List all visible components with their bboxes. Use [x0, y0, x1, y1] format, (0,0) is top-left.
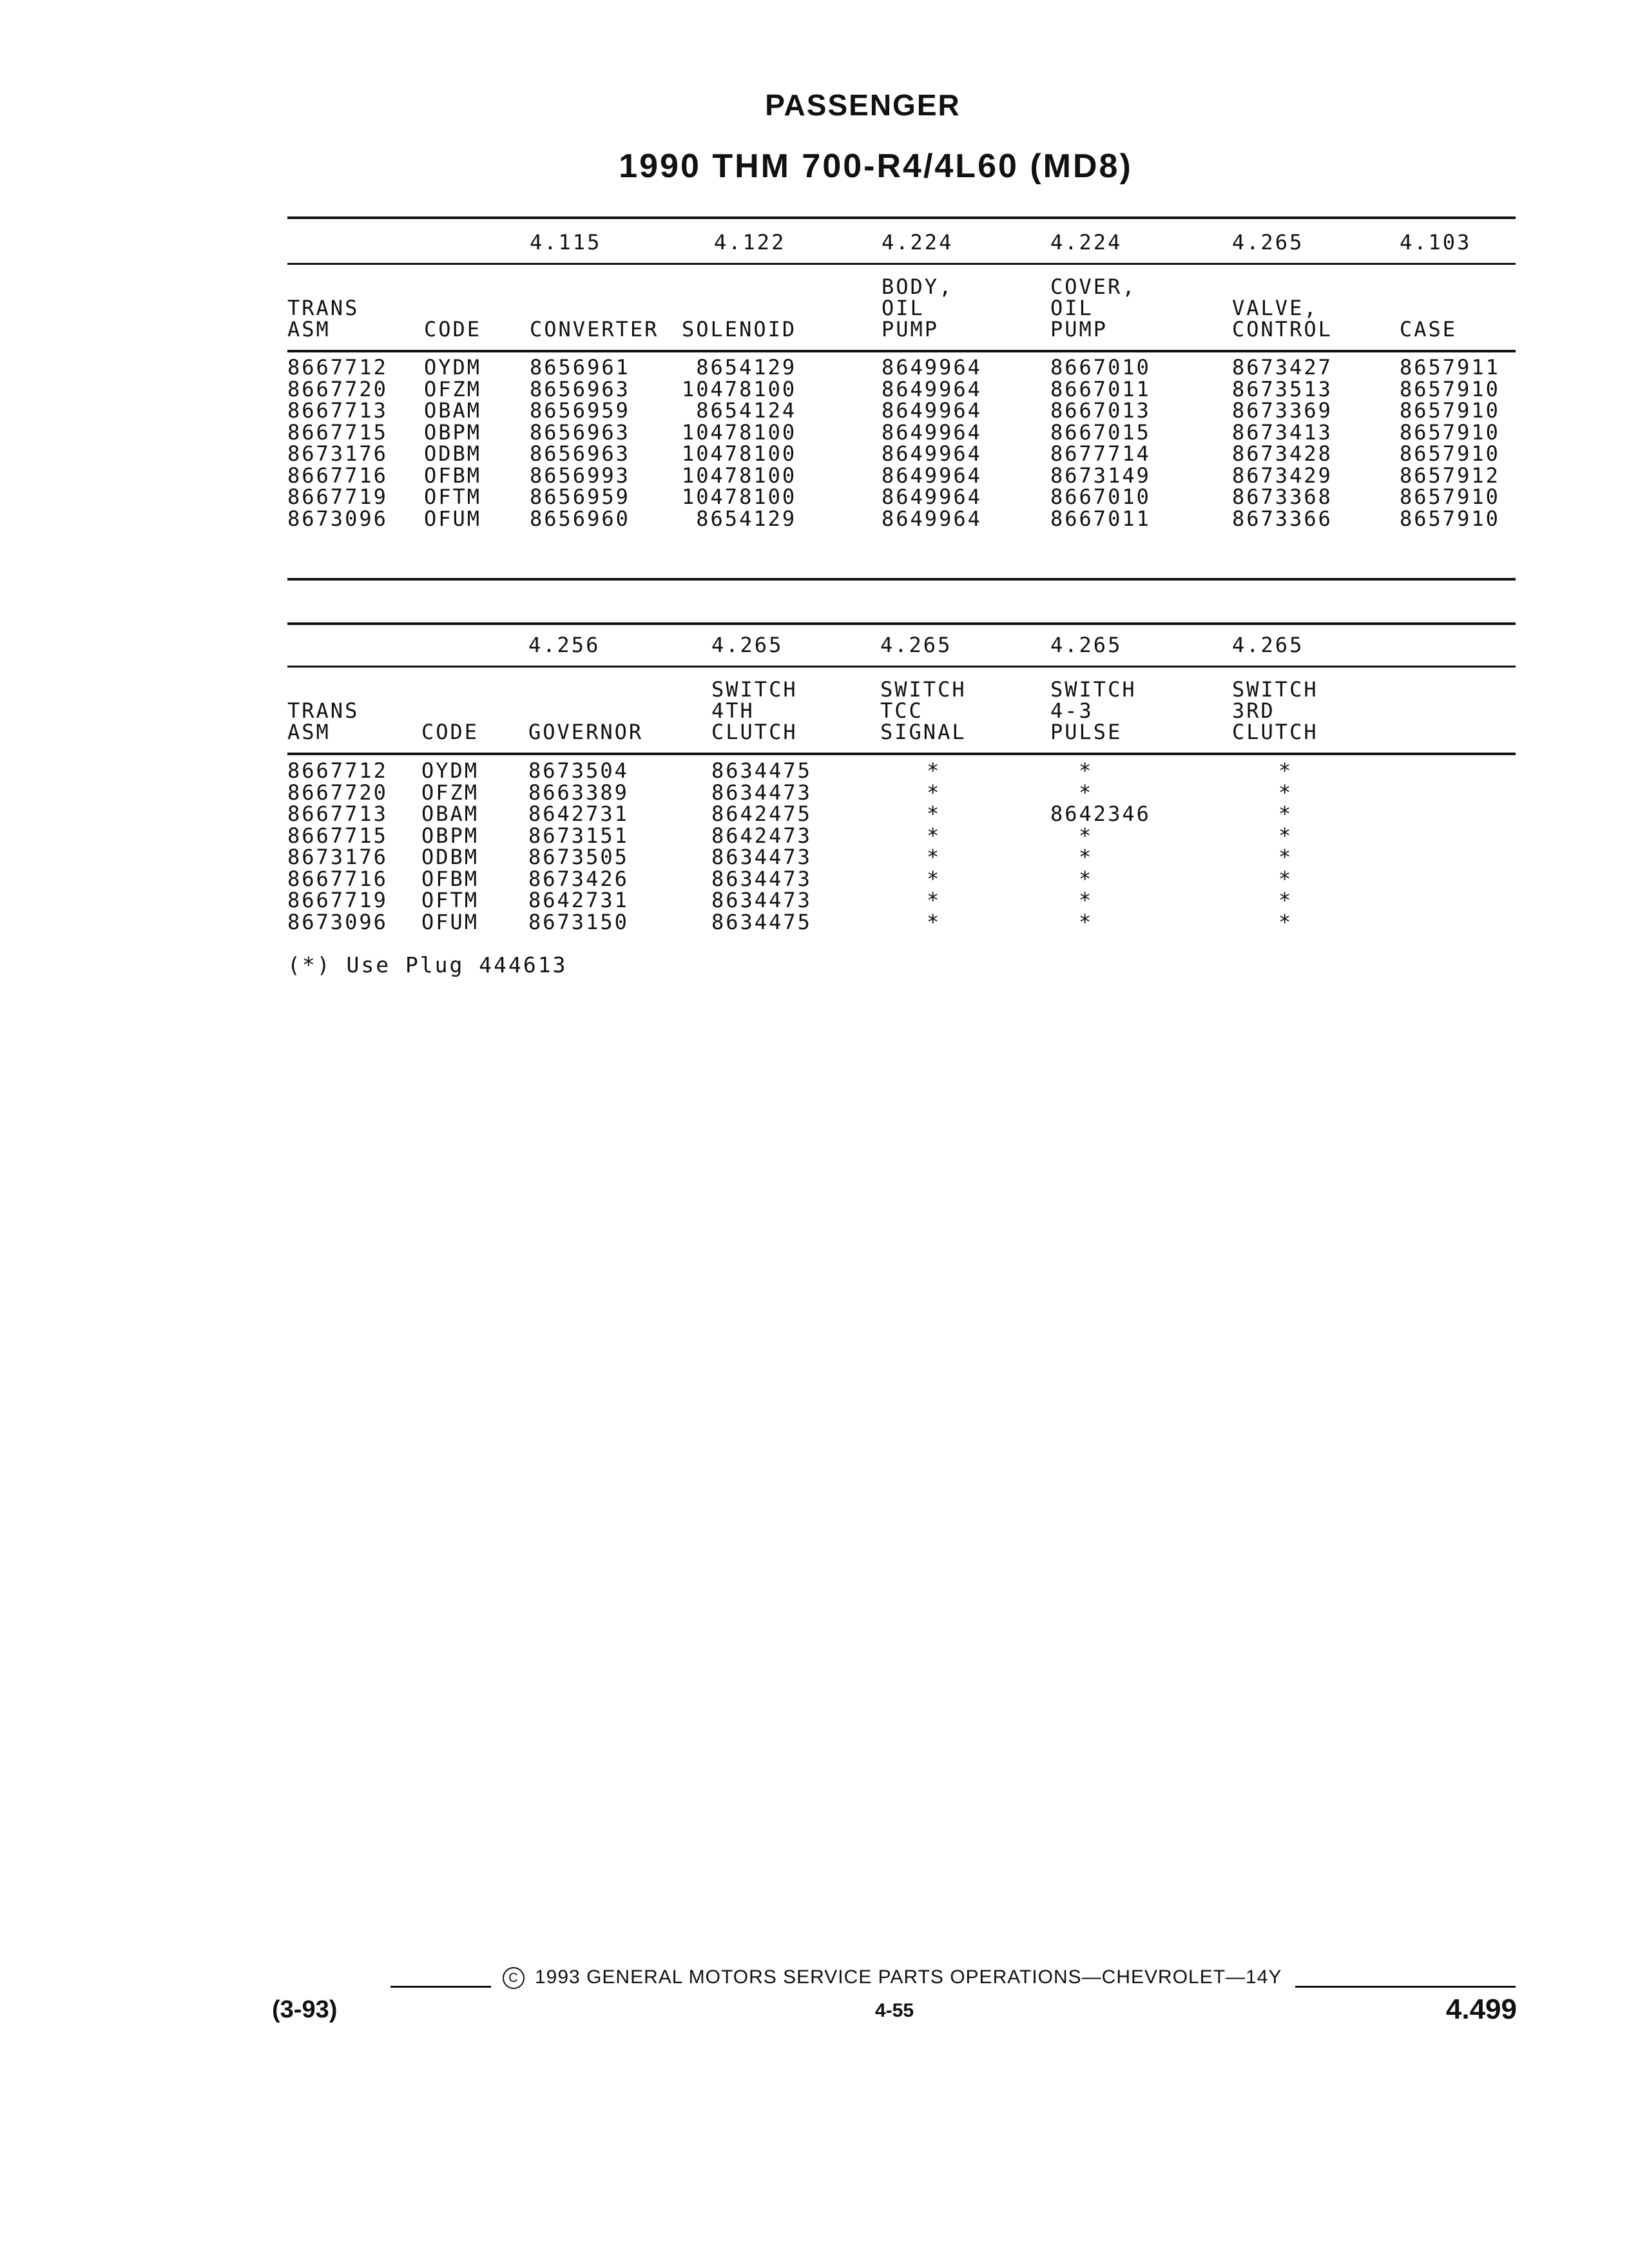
t2-cell: * [927, 823, 941, 848]
copyright-line [503, 1966, 1282, 1989]
t1-ref-number: 4.103 [1400, 230, 1472, 255]
t1-cell: 8673096 [287, 506, 388, 531]
t1-cell: 8673428 [1232, 441, 1333, 466]
t2-cell: OFZM [421, 780, 479, 805]
t1-ref-number: 4.265 [1232, 230, 1304, 255]
t1-cell: 8673366 [1232, 506, 1333, 531]
t2-cell: 8673505 [528, 845, 629, 869]
t2-header-line: CODE [421, 720, 479, 744]
t2-cell: * [927, 758, 941, 783]
t1-cell: 8656963 [530, 441, 630, 466]
t1-cell: 8673176 [287, 441, 388, 466]
t1-cell: 8656963 [530, 376, 630, 401]
t1-cell: 10478100 [682, 376, 797, 401]
t1-cell: 8657910 [1400, 441, 1500, 466]
t1-cell: 8667712 [287, 355, 388, 380]
t1-header-line: CONVERTER [530, 317, 659, 341]
t2-cell: * [1278, 866, 1293, 891]
t2-cell: 8634475 [711, 758, 812, 783]
t1-cell: 8657912 [1400, 463, 1500, 488]
t2-cell: 8634475 [711, 909, 812, 934]
t1-column-header [530, 319, 659, 340]
t2-cell: 8667712 [287, 758, 388, 783]
t2-cell: * [1278, 888, 1293, 912]
t1-cell: 8649964 [882, 506, 982, 531]
t2-ref-number: 4.256 [528, 633, 601, 657]
t1-cell: 10478100 [682, 485, 797, 509]
t1-header-line: COVER, [1050, 274, 1137, 299]
t1-cell: 8656960 [530, 506, 630, 531]
t2-cell: * [1079, 888, 1094, 912]
copyright-icon: C [503, 1967, 525, 1989]
t2-cell: 8667720 [287, 780, 388, 805]
t1-column-header [1232, 298, 1333, 340]
t1-cell: 8673368 [1232, 485, 1333, 509]
page-category: PASSENGER [765, 88, 961, 122]
t1-column-header [882, 276, 953, 340]
t2-cell: 8634473 [711, 866, 812, 891]
t1-column-header [1400, 319, 1457, 340]
t1-ref-number: 4.224 [1050, 230, 1123, 255]
t1-cell: 8654129 [682, 506, 797, 531]
t2-cell: * [927, 780, 941, 805]
t2-ref-number: 4.265 [1232, 633, 1304, 657]
table1-bottom-rule [287, 578, 1516, 581]
t2-cell: * [1278, 758, 1293, 783]
t1-cell: OFTM [424, 485, 482, 509]
t2-cell: 8673426 [528, 866, 629, 891]
table2-ref-rule [287, 666, 1516, 668]
t2-cell: 8673504 [528, 758, 629, 783]
t1-ref-number: 4.115 [530, 230, 602, 255]
t1-cell: 8657910 [1400, 506, 1500, 531]
t2-cell: OBPM [421, 823, 479, 848]
t2-cell: 8642473 [711, 823, 812, 848]
table2-header-rule [287, 753, 1516, 755]
table1-top-rule [287, 216, 1516, 219]
t2-cell: 8667719 [287, 888, 388, 912]
t1-header-line: TRANS [287, 296, 360, 320]
t1-header-line: SOLENOID [682, 317, 797, 341]
t2-cell: OFBM [421, 866, 479, 891]
t1-cell: 8667715 [287, 419, 388, 445]
t2-cell: 8642731 [528, 888, 629, 912]
t2-cell: * [1278, 780, 1293, 805]
t1-cell: 8654129 [682, 355, 797, 380]
t2-header-line: TCC [880, 698, 923, 723]
t2-cell: 8634473 [711, 780, 812, 805]
table1-header-rule [287, 350, 1516, 352]
t2-header-line: CLUTCH [1232, 720, 1318, 744]
table2-top-rule [287, 622, 1516, 625]
t2-cell: 8642731 [528, 802, 629, 826]
t1-header-line: PUMP [1050, 317, 1108, 341]
t2-header-line: 3RD [1232, 698, 1275, 723]
revision-date: (3-93) [272, 1996, 338, 2023]
page-title: 1990 THM 700-R4/4L60 (MD8) [619, 148, 1133, 185]
t1-cell: 8656959 [530, 485, 630, 509]
t2-column-header [287, 700, 359, 743]
t1-cell: 8656993 [530, 463, 630, 488]
t2-cell: * [1278, 909, 1293, 934]
footer-rule-left [390, 1986, 491, 1988]
t1-cell: 8667720 [287, 376, 388, 401]
t2-cell: OFUM [421, 909, 479, 934]
t1-cell: 8673149 [1050, 463, 1151, 488]
t2-cell: * [1079, 909, 1094, 934]
t1-cell: OBAM [424, 398, 482, 423]
t1-header-line: BODY, [882, 274, 954, 299]
t1-cell: 8657910 [1400, 398, 1500, 423]
t1-cell: 8673429 [1232, 463, 1333, 488]
t2-cell: * [1278, 802, 1293, 826]
footnote: (*) Use Plug 444613 [287, 952, 568, 977]
t2-cell: 8642475 [711, 802, 812, 826]
t1-column-header [424, 319, 481, 340]
t1-cell: OFUM [424, 506, 482, 531]
t2-header-line: ASM [287, 720, 331, 744]
t2-cell: 8673176 [287, 845, 388, 869]
t2-header-line: TRANS [287, 698, 360, 723]
t2-cell: 8642346 [1050, 802, 1151, 826]
t1-cell: 8649964 [882, 485, 982, 509]
t1-cell: 10478100 [682, 463, 797, 488]
t2-column-header [1050, 679, 1137, 743]
t1-cell: 8667011 [1050, 376, 1151, 401]
t1-column-header [682, 319, 796, 340]
t2-cell: 8673096 [287, 909, 388, 934]
t1-cell: 10478100 [682, 441, 797, 466]
t1-cell: 8649964 [882, 376, 982, 401]
t2-header-line: SWITCH [1232, 677, 1318, 702]
t1-cell: 8673413 [1232, 419, 1333, 445]
t2-ref-number: 4.265 [1050, 633, 1123, 657]
t1-column-header [287, 298, 359, 340]
t1-header-line: OIL [882, 296, 925, 320]
t2-header-line: CLUTCH [711, 720, 798, 744]
t1-cell: 8656963 [530, 419, 630, 445]
t1-cell: 8677714 [1050, 441, 1151, 466]
t1-cell: 8649964 [882, 441, 982, 466]
t1-cell: 8657910 [1400, 485, 1500, 509]
t2-cell: * [1079, 823, 1094, 848]
t1-cell: OFZM [424, 376, 482, 401]
t1-cell: 8667716 [287, 463, 388, 488]
t1-header-line: VALVE, [1232, 296, 1318, 320]
t2-cell: * [1079, 845, 1094, 869]
t2-column-header [421, 722, 479, 743]
t2-cell: 8663389 [528, 780, 629, 805]
t1-header-line: CONTROL [1232, 317, 1333, 341]
t1-cell: OBPM [424, 419, 482, 445]
t2-cell: OYDM [421, 758, 479, 783]
t2-cell: * [927, 866, 941, 891]
t2-cell: * [1278, 845, 1293, 869]
t2-cell: * [1079, 780, 1094, 805]
t1-cell: 8654124 [682, 398, 797, 423]
t2-cell: * [927, 845, 941, 869]
t1-cell: 8649964 [882, 355, 982, 380]
t1-header-line: PUMP [882, 317, 940, 341]
t2-header-line: SWITCH [1050, 677, 1137, 702]
t1-cell: 8667015 [1050, 419, 1151, 445]
t2-cell: * [1079, 758, 1094, 783]
t2-cell: * [927, 888, 941, 912]
t1-cell: 8673427 [1232, 355, 1333, 380]
t2-cell: OBAM [421, 802, 479, 826]
t2-column-header [528, 722, 643, 743]
t2-column-header [711, 679, 798, 743]
t1-cell: OYDM [424, 355, 482, 380]
t2-column-header [1232, 679, 1318, 743]
t2-cell: 8673151 [528, 823, 629, 848]
section-number: 4.499 [1445, 1994, 1517, 2025]
t2-cell: 8634473 [711, 845, 812, 869]
t2-cell: 8667716 [287, 866, 388, 891]
t1-header-line: CASE [1400, 317, 1458, 341]
t1-cell: 8649964 [882, 419, 982, 445]
t2-header-line: SWITCH [711, 677, 798, 702]
t1-cell: 8657910 [1400, 419, 1500, 445]
t2-header-line: GOVERNOR [528, 720, 644, 744]
t1-cell: 8657910 [1400, 376, 1500, 401]
t1-cell: 8657911 [1400, 355, 1500, 380]
t1-cell: 8649964 [882, 463, 982, 488]
t1-cell: OFBM [424, 463, 482, 488]
t1-ref-number: 4.224 [882, 230, 954, 255]
t2-ref-number: 4.265 [711, 633, 784, 657]
t2-cell: * [927, 909, 941, 934]
t2-header-line: 4-3 [1050, 698, 1094, 723]
table1-ref-rule [287, 263, 1516, 265]
t1-header-line: OIL [1050, 296, 1094, 320]
t2-cell: * [1278, 823, 1293, 848]
t2-cell: 8667715 [287, 823, 388, 848]
t1-ref-number: 4.122 [714, 230, 786, 255]
page-number: 4-55 [875, 2000, 914, 2021]
t2-header-line: SIGNAL [880, 720, 967, 744]
t2-cell: ODBM [421, 845, 479, 869]
t1-cell: 8667719 [287, 485, 388, 509]
t1-cell: 8656959 [530, 398, 630, 423]
t2-cell: 8634473 [711, 888, 812, 912]
t1-cell: 10478100 [682, 419, 797, 445]
t2-cell: OFTM [421, 888, 479, 912]
t1-header-line: CODE [424, 317, 482, 341]
t2-header-line: PULSE [1050, 720, 1123, 744]
t2-cell: * [1079, 866, 1094, 891]
t1-cell: 8656961 [530, 355, 630, 380]
t1-cell: 8667010 [1050, 485, 1151, 509]
footer-rule-right [1295, 1986, 1516, 1988]
t2-header-line: SWITCH [880, 677, 967, 702]
t1-cell: 8673369 [1232, 398, 1333, 423]
t2-header-line: 4TH [711, 698, 755, 723]
t2-column-header [880, 679, 967, 743]
t2-cell: 8673150 [528, 909, 629, 934]
t1-cell: ODBM [424, 441, 482, 466]
t1-cell: 8667713 [287, 398, 388, 423]
copyright-text: 1993 GENERAL MOTORS SERVICE PARTS OPERATIONS—CHEVROLET—14Y [535, 1966, 1282, 1988]
t2-ref-number: 4.265 [880, 633, 952, 657]
t1-cell: 8673513 [1232, 376, 1333, 401]
t1-cell: 8667013 [1050, 398, 1151, 423]
t1-cell: 8667011 [1050, 506, 1151, 531]
t2-cell: 8667713 [287, 802, 388, 826]
t2-cell: * [927, 802, 941, 826]
t1-cell: 8649964 [882, 398, 982, 423]
t1-cell: 8667010 [1050, 355, 1151, 380]
t1-header-line: ASM [287, 317, 331, 341]
t1-column-header [1050, 276, 1137, 340]
